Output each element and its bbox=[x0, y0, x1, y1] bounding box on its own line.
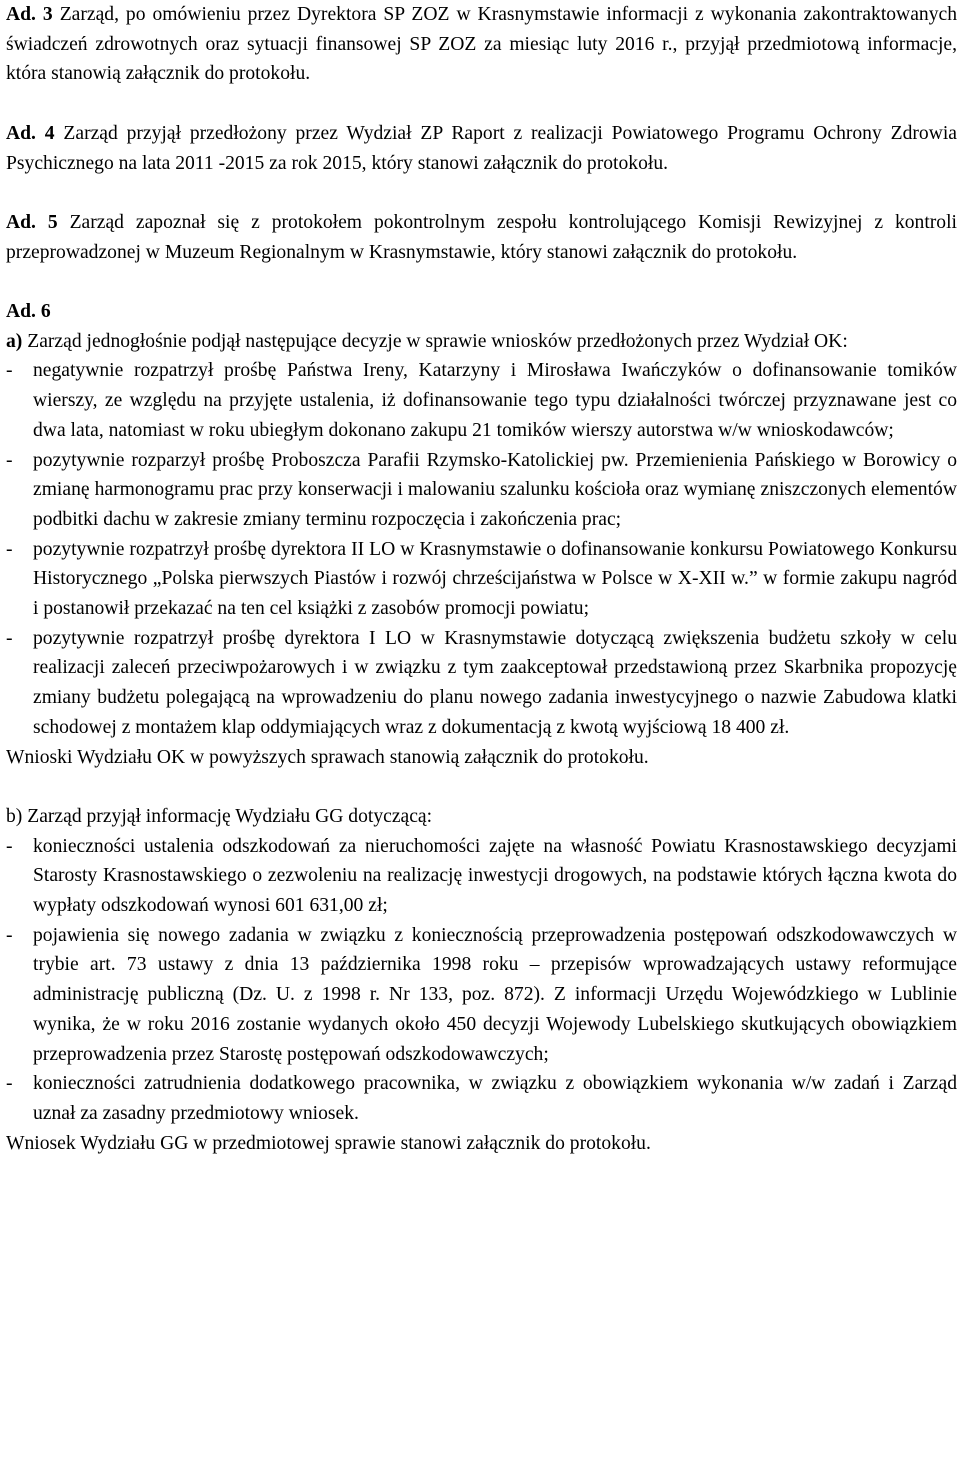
list-item bbox=[6, 446, 957, 535]
spacer bbox=[6, 89, 957, 119]
agenda-point-5-text: Zarząd zapoznał się z protokołem pokontrolnym zespołu kontrolującego Komisji Rewizyjnej z kontroli przeprowadzonej w Muzeum Regionalnym w Krasnymstawie, który stanowi załącznik do protokołu. bbox=[6, 211, 957, 263]
list-item bbox=[6, 1069, 957, 1128]
section-a-closing: Wnioski Wydziału OK w powyższych sprawach stanowią załącznik do protokołu. bbox=[6, 746, 649, 768]
spacer bbox=[6, 178, 957, 208]
agenda-label: Ad. 3 bbox=[6, 4, 53, 25]
dash-bullet: - bbox=[6, 835, 13, 857]
section-b-intro bbox=[6, 802, 957, 832]
list-item-text: pozytywnie rozpatrzył prośbę dyrektora II LO w Krasnymstawie o dofinansowanie konkursu Powiatowego Konkursu Historycznego „Polska pierwszych Piastów i rozwój chrześcijaństwa w Polsce w X-XII w.” w formie zakupu nagród i postanowił przekazać na ten cel książki z zasobów promocji powiatu; bbox=[33, 538, 957, 620]
list-item bbox=[6, 535, 957, 624]
agenda-point-3-text: Zarząd, po omówieniu przez Dyrektora SP ZOZ w Krasnymstawie informacji z wykonania zakontraktowanych świadczeń zdrowotnych oraz sytuacji finansowej SP ZOZ za miesiąc luty 2016 r., przyjął przedmiotową informacje, która stanowią załącznik do protokołu. bbox=[6, 4, 957, 85]
dash-bullet: - bbox=[6, 360, 13, 382]
list-item bbox=[6, 624, 957, 743]
agenda-point-3 bbox=[6, 0, 957, 89]
agenda-label: Ad. 5 bbox=[6, 211, 58, 233]
section-a-intro-text: Zarząd jednogłośnie podjął następujące decyzje w sprawie wniosków przedłożonych przez Wydział OK: bbox=[27, 330, 848, 352]
agenda-point-6-heading bbox=[6, 297, 957, 327]
agenda-point-5 bbox=[6, 208, 957, 267]
list-item bbox=[6, 832, 957, 921]
section-a-label: a) bbox=[6, 330, 23, 352]
list-item-text: pojawienia się nowego zadania w związku z koniecznością przeprowadzenia postępowań odszkodowawczych w trybie art. 73 ustawy z dnia 13 października 1998 roku – przepisów wprowadzających ustawy reformujące administrację publiczną (Dz. U. z 1998 r. Nr 133, poz. 872). Z informacji Urzędu Wojewódzkiego w Lublinie wynika, że w roku 2016 zostanie wydanych około 450 decyzji Wojewody Lubelskiego skutkujących obowiązkiem przeprowadzenia przez Starostę postępowań odszkodowawczych; bbox=[33, 924, 957, 1065]
list-item bbox=[6, 921, 957, 1070]
agenda-point-4 bbox=[6, 119, 957, 178]
list-item-text: pozytywnie rozpatrzył prośbę dyrektora I LO w Krasnymstawie dotyczącą zwiększenia budżetu szkoły w celu realizacji zaleceń przeciwpożarowych i w związku z tym zaakceptował przedstawioną przez Skarbnika propozycję zmiany budżetu polegającą na wprowadzeniu do planu nowego zadania inwestycyjnego o nazwie Zabudowa klatki schodowej z montażem klap oddymiających wraz z dokumentacją z kwotą wyjściową 18 400 zł. bbox=[33, 627, 957, 738]
section-b-label: b) bbox=[6, 805, 23, 827]
section-a-intro bbox=[6, 327, 957, 357]
list-item-text: konieczności zatrudnienia dodatkowego pracownika, w związku z obowiązkiem wykonania w/w zadań i Zarząd uznał za zasadny przedmiotowy wniosek. bbox=[33, 1073, 957, 1124]
agenda-point-4-text: Zarząd przyjął przedłożony przez Wydział ZP Raport z realizacji Powiatowego Programu Ochrony Zdrowia Psychicznego na lata 2011 -2015 za rok 2015, który stanowi załącznik do protokołu. bbox=[6, 122, 957, 174]
agenda-label: Ad. 4 bbox=[6, 122, 55, 144]
dash-bullet: - bbox=[6, 1073, 13, 1095]
section-b-closing: Wniosek Wydziału GG w przedmiotowej sprawie stanowi załącznik do protokołu. bbox=[6, 1132, 651, 1154]
dash-bullet: - bbox=[6, 449, 13, 471]
dash-bullet: - bbox=[6, 538, 13, 560]
agenda-label: Ad. 6 bbox=[6, 300, 51, 322]
section-b-intro-text: Zarząd przyjął informację Wydziału GG dotyczącą: bbox=[27, 805, 433, 827]
list-item-text: negatywnie rozpatrzył prośbę Państwa Ireny, Katarzyny i Mirosława Iwańczyków o dofinansowanie tomików wierszy, ze względu na przyjęte ustalenia, iż dofinansowanie tego typu działalności twórczej przyznawane jest co dwa lata, natomiast w roku ubiegłym dokonano zakupu 21 tomików wierszy autorstwa w/w wnioskodawców; bbox=[33, 360, 957, 441]
list-item-text: pozytywnie rozparzył prośbę Proboszcza Parafii Rzymsko-Katolickiej pw. Przemienienia Pańskiego w Borowicy o zmianę harmonogramu prac przy konserwacji i malowaniu szalunku kościoła oraz wymianę zniszczonych elementów podbitki dachu w zakresie zmiany terminu rozpoczęcia i zakończenia prac; bbox=[33, 449, 957, 530]
dash-bullet: - bbox=[6, 627, 13, 649]
spacer bbox=[6, 772, 957, 802]
dash-bullet: - bbox=[6, 924, 13, 946]
list-item bbox=[6, 356, 957, 445]
spacer bbox=[6, 267, 957, 297]
list-item-text: konieczności ustalenia odszkodowań za nieruchomości zajęte na własność Powiatu Krasnostawskiego decyzjami Starosty Krasnostawskiego o zezwoleniu na realizację inwestycji drogowych, na podstawie których łączna kwota do wypłaty odszkodowań wynosi 601 631,00 zł; bbox=[33, 835, 957, 917]
